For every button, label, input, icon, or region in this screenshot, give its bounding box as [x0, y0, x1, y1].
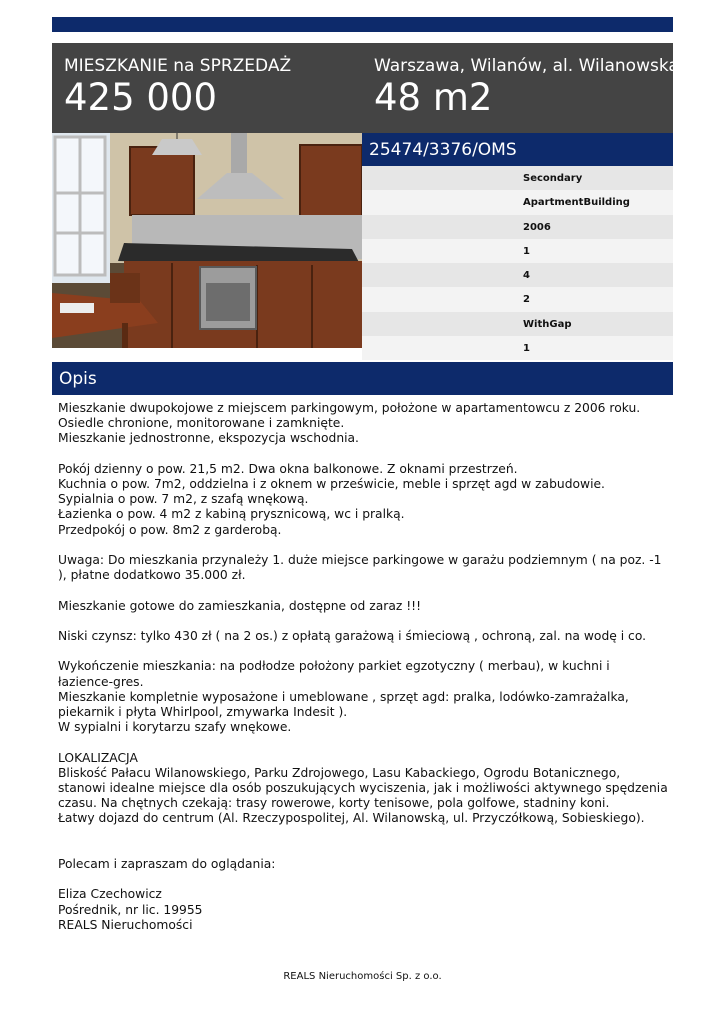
description-line: Przedpokój o pow. 8m2 z garderobą.: [58, 522, 282, 537]
description-line: Mieszkanie jednostronne, ekspozycja wschodnia.: [58, 431, 359, 446]
description-blank-line: [58, 644, 670, 659]
description-line: łazience-gres.: [58, 674, 144, 689]
description-line: Mieszkanie dwupokojowe z miejscem parkingowym, położone w apartamentowcu z 2006 roku.: [58, 401, 641, 415]
page-footer: REALS Nieruchomości Sp. z o.o.: [283, 971, 442, 982]
description-blank-line: [58, 614, 670, 629]
description-line: Uwaga: Do mieszkania przynależy 1. duże miejsce parkingowe w garażu podziemnym ( na poz. -1: [58, 553, 662, 567]
detail-row: [362, 215, 673, 239]
description-body: [58, 401, 670, 933]
description-blank-line: [58, 842, 670, 857]
listing-area: 48 m2: [374, 76, 493, 119]
detail-value: 2: [523, 294, 530, 306]
description-line: Niski czynsz: tylko 430 zł ( na 2 os.) z opłatą garażową i śmieciową , ochroną, zal. na wodę i co.: [58, 628, 647, 643]
detail-value: 2006: [523, 221, 551, 233]
detail-value: ApartmentBuilding: [523, 197, 630, 209]
description-title: Opis: [59, 369, 97, 389]
description-line: Mieszkanie gotowe do zamieszkania, dostępne od zaraz !!!: [58, 598, 422, 613]
description-line: W sypialni i korytarzu szafy wnękowe.: [58, 720, 292, 735]
description-line: Osiedle chronione, monitorowane i zamknięte.: [58, 416, 345, 431]
description-line: Pośrednik, nr lic. 19955: [58, 902, 203, 917]
description-line: Mieszkanie kompletnie wyposażone i umeblowane , sprzęt agd: pralka, lodówko-zamrażalka,: [58, 689, 629, 704]
description-line: stanowi idealne miejsce dla osób poszukujących wyciszenia, jak i możliwości aktywnego spędzenia: [58, 780, 668, 795]
description-header: [52, 362, 673, 395]
description-blank-line: [58, 827, 670, 842]
header-left: [64, 56, 291, 118]
detail-row: [362, 312, 673, 336]
description-blank-line: [58, 538, 670, 553]
description-line: Kuchnia o pow. 7m2, oddzielna i z oknem w prześwicie, meble i sprzęt agd w zabudowie.: [58, 477, 605, 491]
description-line: Eliza Czechowicz: [58, 887, 162, 902]
description-line: Pokój dzienny o pow. 21,5 m2. Dwa okna balkonowe. Z oknami przestrzeń.: [58, 461, 518, 476]
reference-number: 25474/3376/OMS: [369, 140, 517, 160]
listing-header: [52, 43, 679, 133]
description-line: Polecam i zapraszam do oglądania:: [58, 856, 276, 871]
top-accent-bar: [52, 17, 673, 32]
description-line: Wykończenie mieszkania: na podłodze położony parkiet egzotyczny ( merbau), w kuchni i: [58, 659, 610, 674]
detail-row: [362, 336, 673, 360]
description-blank-line: [58, 872, 670, 887]
description-line: piekarnik i płyta Whirlpool, zmywarka Indesit ).: [58, 704, 348, 719]
detail-value: 4: [523, 270, 530, 282]
listing-type: MIESZKANIE na SPRZEDAŻ: [64, 56, 292, 76]
kitchen-photo: [52, 133, 362, 348]
detail-value: WithGap: [523, 318, 572, 330]
detail-row: [362, 190, 673, 214]
listing-location: Warszawa, Wilanów, al. Wilanowska: [374, 56, 679, 76]
detail-row: [362, 287, 673, 311]
description-blank-line: [58, 735, 670, 750]
listing-price: 425 000: [64, 76, 218, 119]
description-line: LOKALIZACJA: [58, 750, 138, 765]
detail-value: 1: [523, 343, 530, 355]
description-line: Łatwy dojazd do centrum (Al. Rzeczypospolitej, Al. Wilanowską, ul. Przyczółkową, Sobieskiego).: [58, 811, 645, 826]
header-right: [374, 56, 679, 118]
detail-row: [362, 239, 673, 263]
detail-value: Secondary: [523, 173, 583, 184]
description-blank-line: [58, 583, 670, 598]
description-line: Sypialnia o pow. 7 m2, z szafą wnękową.: [58, 492, 309, 507]
detail-row: [362, 166, 673, 190]
description-blank-line: [58, 447, 670, 462]
reference-bar: [362, 133, 673, 166]
description-line: REALS Nieruchomości: [58, 917, 193, 932]
detail-value: 1: [523, 245, 530, 257]
description-line: ), płatne dodatkowo 35.000 zł.: [58, 568, 246, 583]
details-table: [362, 166, 673, 360]
detail-row: [362, 263, 673, 287]
description-line: Bliskość Pałacu Wilanowskiego, Parku Zdrojowego, Lasu Kabackiego, Ogrodu Botanicznego,: [58, 765, 621, 780]
description-line: Łazienka o pow. 4 m2 z kabiną prysznicową, wc i pralką.: [58, 507, 405, 522]
description-line: czasu. Na chętnych czekają: trasy rowerowe, korty tenisowe, pola golfowe, stadniny koni.: [58, 796, 610, 811]
